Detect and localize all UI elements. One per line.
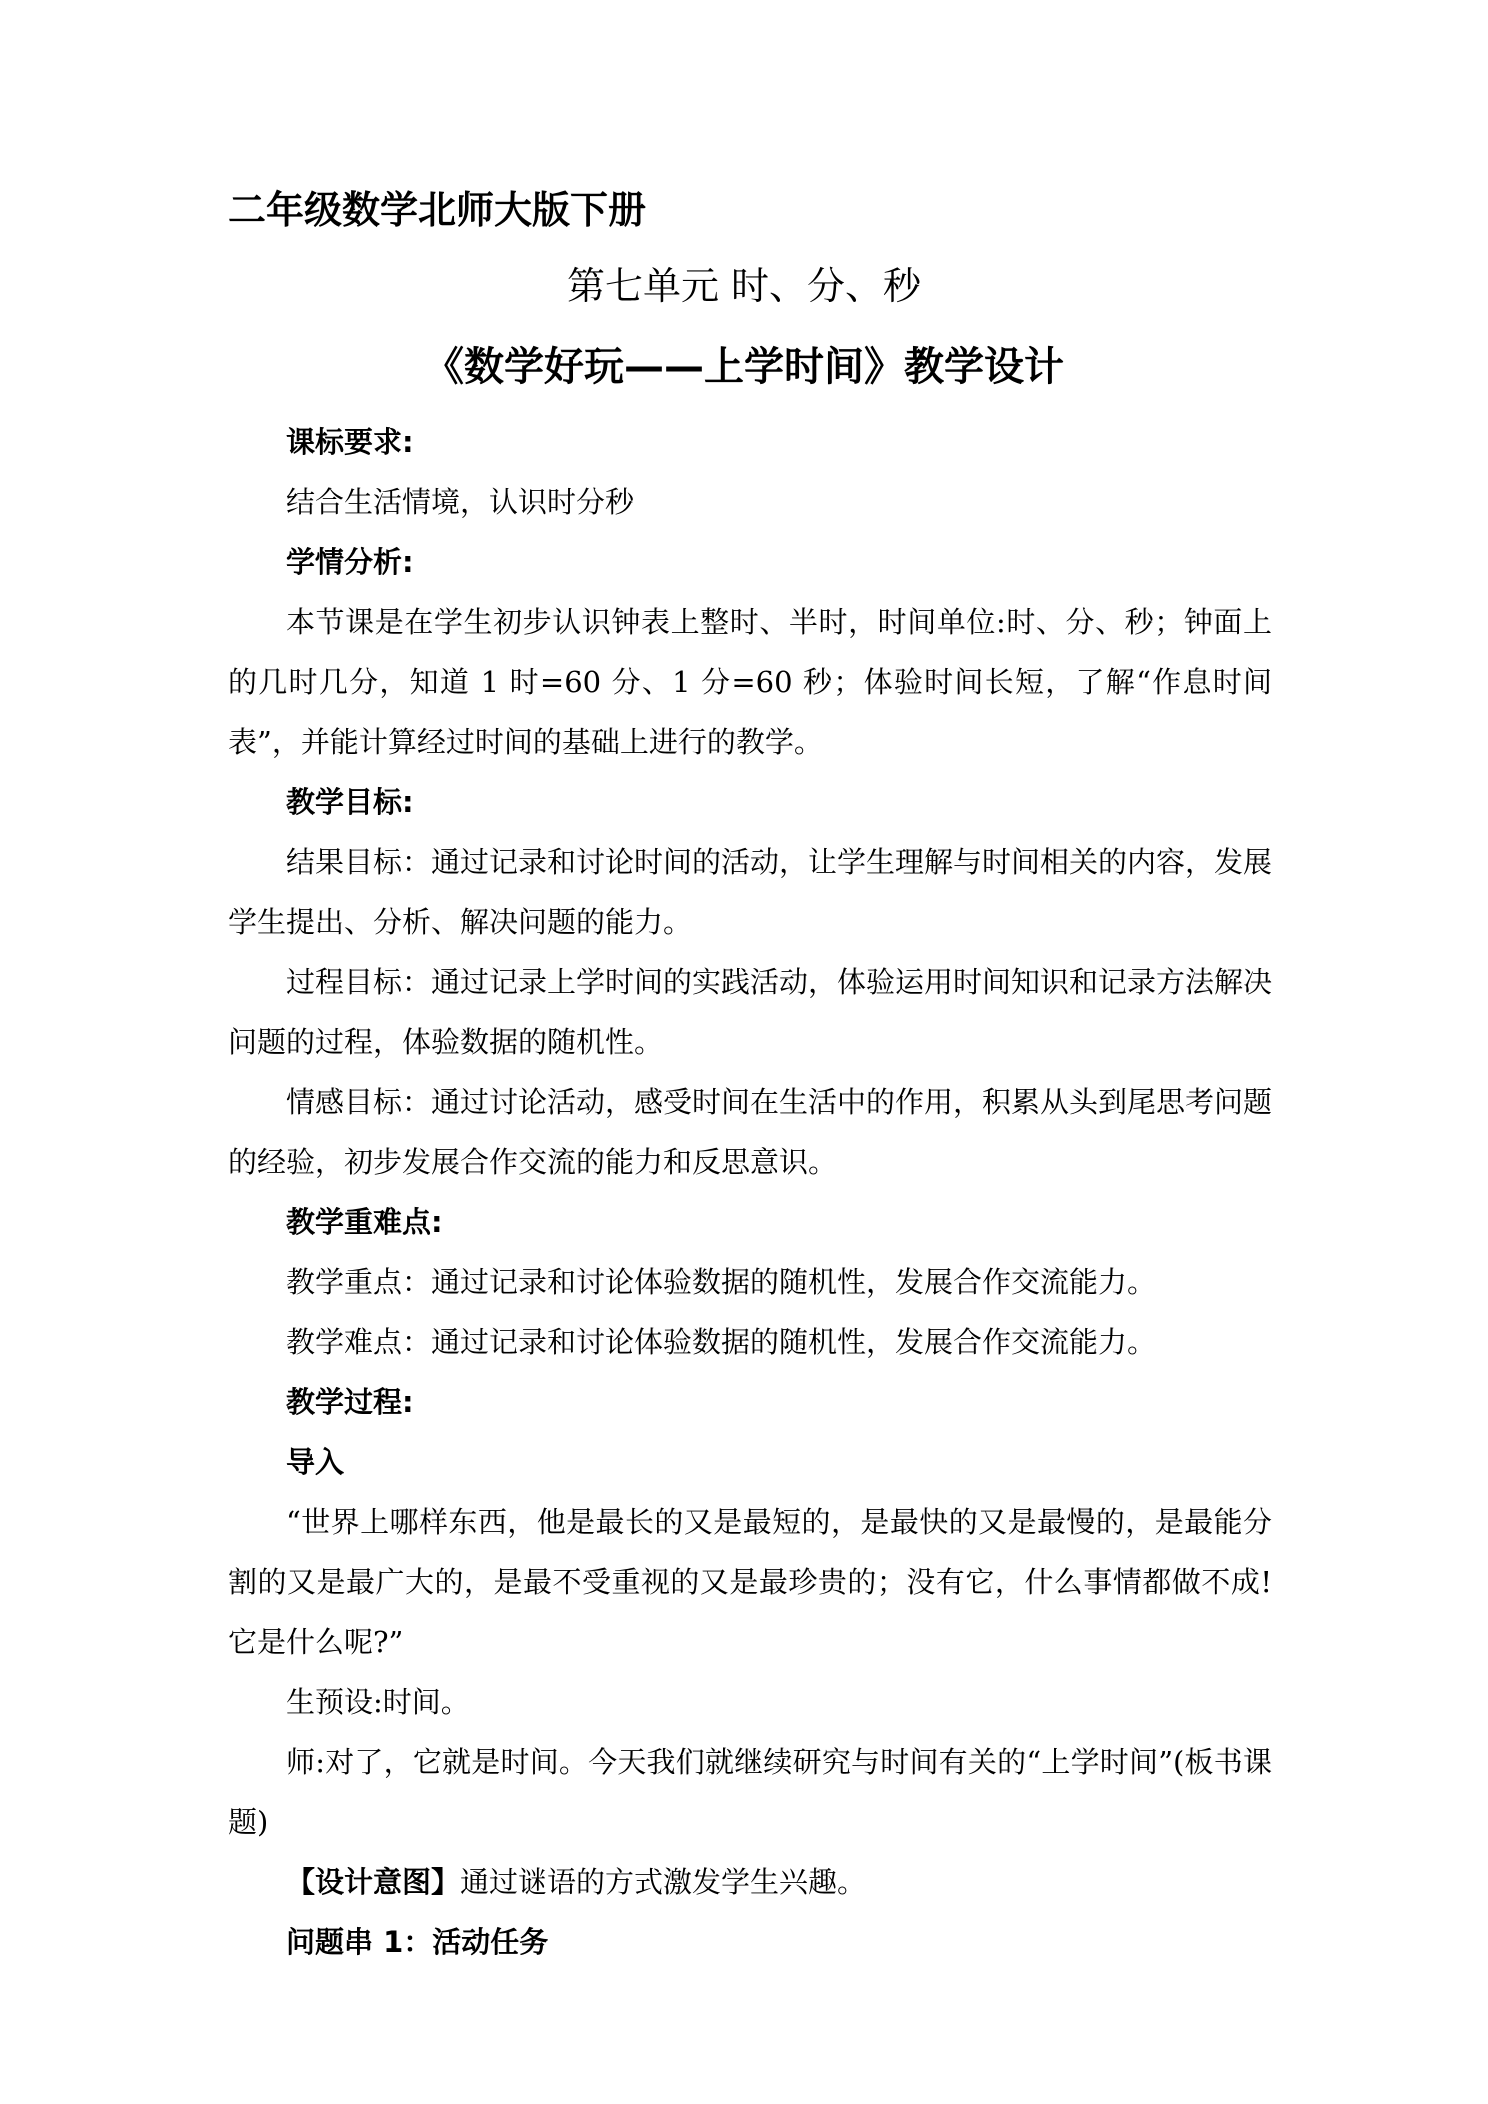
- goals-heading: 教学目标:: [286, 785, 414, 819]
- difficult-point: 教学难点：通过记录和讨论体验数据的随机性，发展合作交流能力。: [286, 1325, 1157, 1359]
- question-heading: 问题串 1：活动任务: [286, 1925, 549, 1959]
- document-body: [228, 412, 1272, 1972]
- student-answer: 生预设:时间。: [286, 1685, 470, 1719]
- intro-heading: 导入: [286, 1445, 345, 1479]
- analysis-heading: 学情分析:: [286, 545, 414, 579]
- goal-emotion: 情感目标：通过讨论活动，感受时间在生活中的作用，积累从头到尾思考问题的经验，初步发展合作交流的能力和反思意识。: [228, 1085, 1273, 1179]
- unit-title: 第七单元 时、分、秒: [566, 264, 922, 308]
- grade-title: 二年级数学北师大版下册: [228, 188, 647, 232]
- design-label: 【设计意图】: [286, 1865, 461, 1899]
- process-heading: 教学过程:: [286, 1385, 414, 1419]
- riddle-text: “世界上哪样东西，他是最长的又是最短的，是最快的又是最慢的，是最能分割的又是最广大的，是最不受重视的又是最珍贵的；没有它，什么事情都做不成!它是什么呢?”: [228, 1505, 1272, 1659]
- goal-process: 过程目标：通过记录上学时间的实践活动，体验运用时间知识和记录方法解决问题的过程，体验数据的随机性。: [228, 965, 1273, 1059]
- analysis-text: 本节课是在学生初步认识钟表上整时、半时，时间单位:时、分、秒；钟面上的几时几分，知道 1 时=60 分、1 分=60 秒；体验时间长短，了解“作息时间表”，并能计算经过时间的基础上进行的教学。: [228, 605, 1272, 759]
- design-intent: [228, 1852, 1272, 1912]
- curriculum-text: 结合生活情境，认识时分秒: [286, 485, 635, 519]
- goal-result: 结果目标：通过记录和讨论时间的活动，让学生理解与时间相关的内容，发展学生提出、分析、解决问题的能力。: [228, 845, 1273, 939]
- lesson-title: 《数学好玩——上学时间》教学设计: [424, 344, 1064, 390]
- design-text: 通过谜语的方式激发学生兴趣。: [460, 1865, 867, 1899]
- curriculum-heading: 课标要求:: [286, 425, 414, 459]
- key-heading: 教学重难点:: [286, 1205, 443, 1239]
- teacher-reply: 师:对了，它就是时间。今天我们就继续研究与时间有关的“上学时间”(板书课题): [228, 1745, 1272, 1839]
- key-point: 教学重点：通过记录和讨论体验数据的随机性，发展合作交流能力。: [286, 1265, 1157, 1299]
